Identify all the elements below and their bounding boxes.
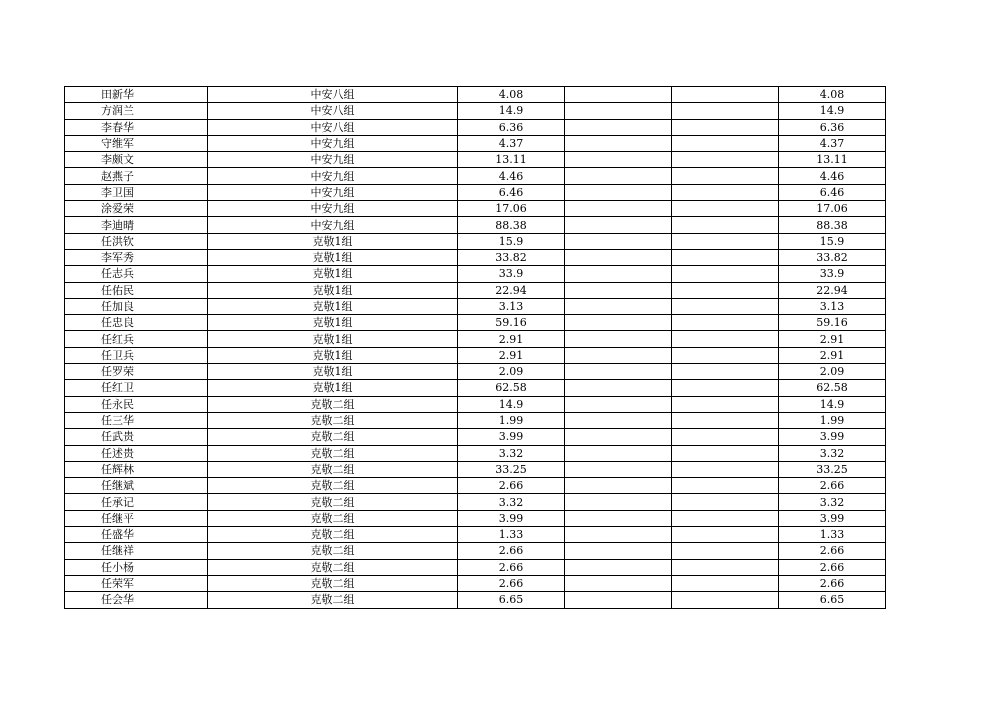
area-cell: 3.32 bbox=[458, 445, 565, 461]
group-cell: 中安八组 bbox=[208, 87, 458, 103]
blank-cell bbox=[565, 298, 672, 314]
blank-cell bbox=[672, 282, 779, 298]
blank-cell bbox=[672, 380, 779, 396]
area-cell: 14.9 bbox=[458, 103, 565, 119]
blank-cell bbox=[565, 315, 672, 331]
group-cell: 克敬二组 bbox=[208, 527, 458, 543]
table-row bbox=[65, 135, 886, 151]
blank-cell bbox=[565, 282, 672, 298]
total-cell: 22.94 bbox=[779, 282, 886, 298]
blank-cell bbox=[565, 510, 672, 526]
area-cell: 4.08 bbox=[458, 87, 565, 103]
total-cell: 33.82 bbox=[779, 249, 886, 265]
total-cell: 3.32 bbox=[779, 494, 886, 510]
area-cell: 1.99 bbox=[458, 412, 565, 428]
area-cell: 2.66 bbox=[458, 575, 565, 591]
total-cell: 4.08 bbox=[779, 87, 886, 103]
blank-cell bbox=[565, 331, 672, 347]
table-row bbox=[65, 201, 886, 217]
blank-cell bbox=[672, 233, 779, 249]
group-cell: 克敬二组 bbox=[208, 461, 458, 477]
total-cell: 1.33 bbox=[779, 527, 886, 543]
blank-cell bbox=[565, 168, 672, 184]
area-cell: 13.11 bbox=[458, 152, 565, 168]
blank-cell bbox=[565, 233, 672, 249]
blank-cell bbox=[565, 494, 672, 510]
blank-cell bbox=[672, 135, 779, 151]
blank-cell bbox=[672, 592, 779, 608]
group-cell: 中安九组 bbox=[208, 168, 458, 184]
name-cell: 李迪晴 bbox=[65, 217, 208, 233]
blank-cell bbox=[565, 380, 672, 396]
group-cell: 中安九组 bbox=[208, 201, 458, 217]
blank-cell bbox=[672, 364, 779, 380]
group-cell: 中安九组 bbox=[208, 152, 458, 168]
blank-cell bbox=[672, 119, 779, 135]
area-cell: 15.9 bbox=[458, 233, 565, 249]
total-cell: 2.66 bbox=[779, 575, 886, 591]
area-cell: 1.33 bbox=[458, 527, 565, 543]
table-row bbox=[65, 461, 886, 477]
group-cell: 中安九组 bbox=[208, 217, 458, 233]
blank-cell bbox=[672, 412, 779, 428]
name-cell: 任小杨 bbox=[65, 559, 208, 575]
table-row bbox=[65, 152, 886, 168]
table-row bbox=[65, 184, 886, 200]
table-row bbox=[65, 559, 886, 575]
blank-cell bbox=[672, 543, 779, 559]
area-cell: 4.37 bbox=[458, 135, 565, 151]
name-cell: 任继斌 bbox=[65, 478, 208, 494]
name-cell: 任永民 bbox=[65, 396, 208, 412]
blank-cell bbox=[672, 478, 779, 494]
area-cell: 6.65 bbox=[458, 592, 565, 608]
area-cell: 6.46 bbox=[458, 184, 565, 200]
name-cell: 任辉林 bbox=[65, 461, 208, 477]
blank-cell bbox=[672, 429, 779, 445]
blank-cell bbox=[672, 494, 779, 510]
area-cell: 17.06 bbox=[458, 201, 565, 217]
name-cell: 任卫兵 bbox=[65, 347, 208, 363]
name-cell: 李军秀 bbox=[65, 249, 208, 265]
total-cell: 2.09 bbox=[779, 364, 886, 380]
blank-cell bbox=[565, 364, 672, 380]
name-cell: 任武贵 bbox=[65, 429, 208, 445]
area-cell: 2.66 bbox=[458, 543, 565, 559]
area-cell: 88.38 bbox=[458, 217, 565, 233]
total-cell: 6.65 bbox=[779, 592, 886, 608]
table-row bbox=[65, 266, 886, 282]
table-row bbox=[65, 575, 886, 591]
area-cell: 2.09 bbox=[458, 364, 565, 380]
blank-cell bbox=[565, 461, 672, 477]
group-cell: 克敬二组 bbox=[208, 429, 458, 445]
area-cell: 33.9 bbox=[458, 266, 565, 282]
blank-cell bbox=[672, 510, 779, 526]
blank-cell bbox=[565, 429, 672, 445]
blank-cell bbox=[672, 217, 779, 233]
name-cell: 李春华 bbox=[65, 119, 208, 135]
area-cell: 3.99 bbox=[458, 510, 565, 526]
blank-cell bbox=[672, 527, 779, 543]
group-cell: 克敬1组 bbox=[208, 298, 458, 314]
area-cell: 3.13 bbox=[458, 298, 565, 314]
name-cell: 田新华 bbox=[65, 87, 208, 103]
name-cell: 李卫国 bbox=[65, 184, 208, 200]
total-cell: 6.46 bbox=[779, 184, 886, 200]
blank-cell bbox=[565, 347, 672, 363]
blank-cell bbox=[565, 527, 672, 543]
total-cell: 2.66 bbox=[779, 478, 886, 494]
table-row bbox=[65, 543, 886, 559]
name-cell: 任继平 bbox=[65, 510, 208, 526]
table-row bbox=[65, 103, 886, 119]
group-cell: 克敬1组 bbox=[208, 233, 458, 249]
blank-cell bbox=[672, 298, 779, 314]
blank-cell bbox=[565, 592, 672, 608]
name-cell: 任加良 bbox=[65, 298, 208, 314]
total-cell: 3.99 bbox=[779, 429, 886, 445]
area-cell: 14.9 bbox=[458, 396, 565, 412]
blank-cell bbox=[672, 331, 779, 347]
blank-cell bbox=[672, 347, 779, 363]
group-cell: 克敬二组 bbox=[208, 494, 458, 510]
table-row bbox=[65, 168, 886, 184]
total-cell: 33.25 bbox=[779, 461, 886, 477]
total-cell: 15.9 bbox=[779, 233, 886, 249]
table-row bbox=[65, 445, 886, 461]
table-row bbox=[65, 527, 886, 543]
land-area-table bbox=[64, 86, 886, 609]
group-cell: 克敬二组 bbox=[208, 445, 458, 461]
table-row bbox=[65, 331, 886, 347]
blank-cell bbox=[672, 445, 779, 461]
name-cell: 李颇文 bbox=[65, 152, 208, 168]
total-cell: 14.9 bbox=[779, 396, 886, 412]
area-cell: 2.66 bbox=[458, 478, 565, 494]
blank-cell bbox=[565, 249, 672, 265]
total-cell: 2.91 bbox=[779, 331, 886, 347]
blank-cell bbox=[672, 152, 779, 168]
blank-cell bbox=[565, 119, 672, 135]
blank-cell bbox=[672, 103, 779, 119]
blank-cell bbox=[565, 396, 672, 412]
name-cell: 任佑民 bbox=[65, 282, 208, 298]
table-row bbox=[65, 298, 886, 314]
group-cell: 克敬1组 bbox=[208, 364, 458, 380]
blank-cell bbox=[565, 103, 672, 119]
group-cell: 克敬1组 bbox=[208, 347, 458, 363]
blank-cell bbox=[672, 266, 779, 282]
name-cell: 任三华 bbox=[65, 412, 208, 428]
table-row bbox=[65, 315, 886, 331]
area-cell: 2.66 bbox=[458, 559, 565, 575]
blank-cell bbox=[565, 152, 672, 168]
name-cell: 任承记 bbox=[65, 494, 208, 510]
group-cell: 克敬二组 bbox=[208, 575, 458, 591]
table-row bbox=[65, 412, 886, 428]
name-cell: 任忠良 bbox=[65, 315, 208, 331]
name-cell: 任述贵 bbox=[65, 445, 208, 461]
blank-cell bbox=[672, 249, 779, 265]
blank-cell bbox=[565, 412, 672, 428]
blank-cell bbox=[565, 543, 672, 559]
table-row bbox=[65, 217, 886, 233]
blank-cell bbox=[565, 201, 672, 217]
name-cell: 任会华 bbox=[65, 592, 208, 608]
table-row bbox=[65, 347, 886, 363]
total-cell: 4.37 bbox=[779, 135, 886, 151]
area-cell: 59.16 bbox=[458, 315, 565, 331]
table-row bbox=[65, 233, 886, 249]
blank-cell bbox=[672, 168, 779, 184]
area-cell: 22.94 bbox=[458, 282, 565, 298]
total-cell: 2.66 bbox=[779, 543, 886, 559]
total-cell: 2.66 bbox=[779, 559, 886, 575]
total-cell: 88.38 bbox=[779, 217, 886, 233]
table-row bbox=[65, 119, 886, 135]
area-cell: 2.91 bbox=[458, 347, 565, 363]
group-cell: 克敬二组 bbox=[208, 559, 458, 575]
name-cell: 守维军 bbox=[65, 135, 208, 151]
group-cell: 克敬二组 bbox=[208, 543, 458, 559]
total-cell: 3.32 bbox=[779, 445, 886, 461]
name-cell: 任红兵 bbox=[65, 331, 208, 347]
total-cell: 59.16 bbox=[779, 315, 886, 331]
name-cell: 任志兵 bbox=[65, 266, 208, 282]
blank-cell bbox=[565, 87, 672, 103]
blank-cell bbox=[565, 559, 672, 575]
table-row bbox=[65, 380, 886, 396]
total-cell: 1.99 bbox=[779, 412, 886, 428]
group-cell: 克敬1组 bbox=[208, 331, 458, 347]
group-cell: 克敬二组 bbox=[208, 592, 458, 608]
group-cell: 克敬二组 bbox=[208, 396, 458, 412]
group-cell: 克敬1组 bbox=[208, 315, 458, 331]
table-row bbox=[65, 87, 886, 103]
blank-cell bbox=[672, 396, 779, 412]
blank-cell bbox=[565, 478, 672, 494]
name-cell: 赵燕子 bbox=[65, 168, 208, 184]
group-cell: 克敬1组 bbox=[208, 249, 458, 265]
total-cell: 3.13 bbox=[779, 298, 886, 314]
table-row bbox=[65, 364, 886, 380]
area-cell: 6.36 bbox=[458, 119, 565, 135]
total-cell: 33.9 bbox=[779, 266, 886, 282]
group-cell: 克敬二组 bbox=[208, 510, 458, 526]
group-cell: 中安八组 bbox=[208, 103, 458, 119]
blank-cell bbox=[672, 184, 779, 200]
area-cell: 4.46 bbox=[458, 168, 565, 184]
table-row bbox=[65, 429, 886, 445]
table-row bbox=[65, 282, 886, 298]
group-cell: 克敬二组 bbox=[208, 478, 458, 494]
group-cell: 中安八组 bbox=[208, 119, 458, 135]
table-body bbox=[65, 87, 886, 609]
table-row bbox=[65, 249, 886, 265]
total-cell: 3.99 bbox=[779, 510, 886, 526]
blank-cell bbox=[565, 217, 672, 233]
total-cell: 6.36 bbox=[779, 119, 886, 135]
blank-cell bbox=[565, 266, 672, 282]
table-row bbox=[65, 592, 886, 608]
total-cell: 62.58 bbox=[779, 380, 886, 396]
name-cell: 任洪钦 bbox=[65, 233, 208, 249]
table-row bbox=[65, 494, 886, 510]
blank-cell bbox=[672, 559, 779, 575]
group-cell: 中安九组 bbox=[208, 135, 458, 151]
area-cell: 2.91 bbox=[458, 331, 565, 347]
name-cell: 任罗荣 bbox=[65, 364, 208, 380]
name-cell: 任盛华 bbox=[65, 527, 208, 543]
name-cell: 任红卫 bbox=[65, 380, 208, 396]
blank-cell bbox=[565, 184, 672, 200]
group-cell: 克敬1组 bbox=[208, 380, 458, 396]
name-cell: 涂爱荣 bbox=[65, 201, 208, 217]
blank-cell bbox=[672, 315, 779, 331]
blank-cell bbox=[672, 575, 779, 591]
group-cell: 中安九组 bbox=[208, 184, 458, 200]
blank-cell bbox=[672, 461, 779, 477]
area-cell: 3.32 bbox=[458, 494, 565, 510]
group-cell: 克敬1组 bbox=[208, 266, 458, 282]
area-cell: 33.25 bbox=[458, 461, 565, 477]
total-cell: 14.9 bbox=[779, 103, 886, 119]
total-cell: 17.06 bbox=[779, 201, 886, 217]
name-cell: 方润兰 bbox=[65, 103, 208, 119]
group-cell: 克敬二组 bbox=[208, 412, 458, 428]
blank-cell bbox=[565, 135, 672, 151]
blank-cell bbox=[565, 445, 672, 461]
name-cell: 任荣军 bbox=[65, 575, 208, 591]
name-cell: 任继祥 bbox=[65, 543, 208, 559]
total-cell: 4.46 bbox=[779, 168, 886, 184]
total-cell: 13.11 bbox=[779, 152, 886, 168]
blank-cell bbox=[672, 87, 779, 103]
area-cell: 3.99 bbox=[458, 429, 565, 445]
area-cell: 62.58 bbox=[458, 380, 565, 396]
total-cell: 2.91 bbox=[779, 347, 886, 363]
group-cell: 克敬1组 bbox=[208, 282, 458, 298]
table-row bbox=[65, 510, 886, 526]
blank-cell bbox=[565, 575, 672, 591]
blank-cell bbox=[672, 201, 779, 217]
table-row bbox=[65, 478, 886, 494]
table-row bbox=[65, 396, 886, 412]
area-cell: 33.82 bbox=[458, 249, 565, 265]
